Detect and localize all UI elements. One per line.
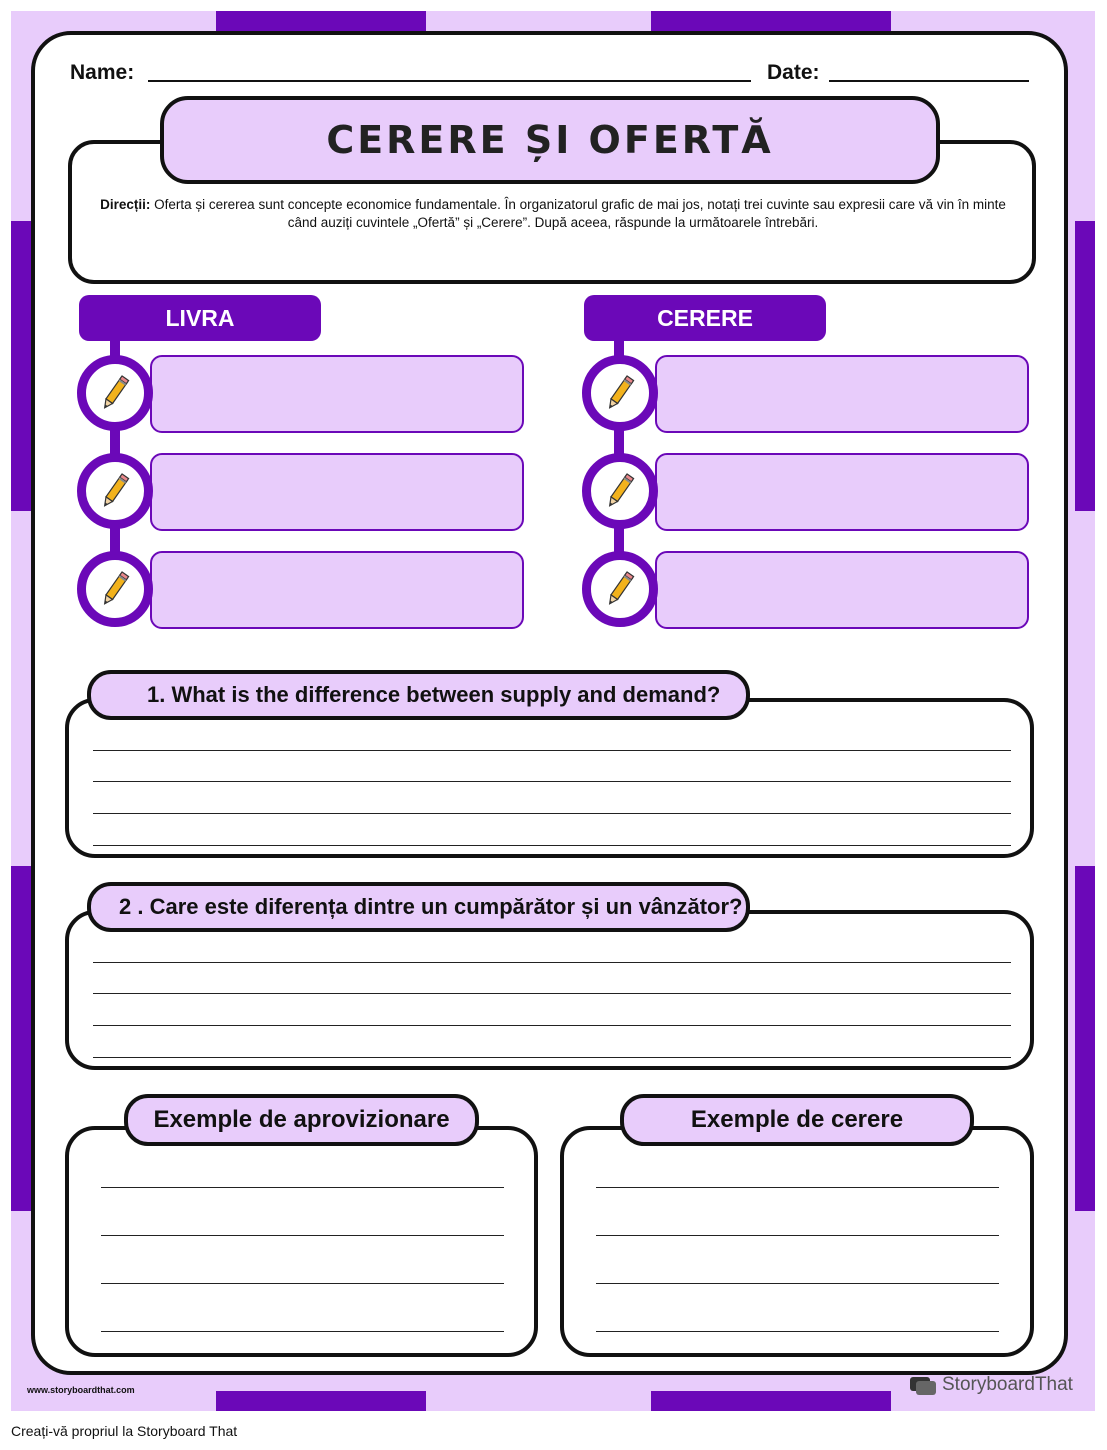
- name-label: Name:: [70, 61, 135, 84]
- pencil-icon: [95, 569, 135, 609]
- supply-column-title: LIVRA: [165, 304, 235, 331]
- title-banner: [160, 96, 940, 184]
- pencil-icon: [95, 373, 135, 413]
- question-2-text: 2 . Care este diferența dintre un cumpărător și un vânzător?: [119, 894, 743, 919]
- pencil-icon: [600, 569, 640, 609]
- demand-examples-tab: [620, 1094, 974, 1146]
- demand-examples-box[interactable]: [560, 1126, 1034, 1357]
- supply-pencil-badge-2: [77, 453, 153, 529]
- question-2-answer-box[interactable]: [65, 910, 1034, 1070]
- demand-entry-3[interactable]: [655, 551, 1029, 629]
- date-label: Date:: [767, 61, 820, 84]
- supply-examples-box[interactable]: [65, 1126, 538, 1357]
- bottom-credit[interactable]: Creați-vă propriul la Storyboard That: [11, 1423, 238, 1439]
- directions-lead: Direcții:: [100, 197, 151, 212]
- question-1-text: 1. What is the difference between supply and demand?: [147, 682, 721, 707]
- site-url[interactable]: www.storyboardthat.com: [27, 1385, 135, 1395]
- answer-line: [596, 1187, 999, 1188]
- pencil-icon: [600, 373, 640, 413]
- supply-examples-tab: [124, 1094, 479, 1146]
- date-line[interactable]: [829, 80, 1029, 82]
- directions-body: Oferta și cererea sunt concepte economice fundamentale. În organizatorul grafic de mai jos, notați trei cuvinte sau expresii care vă vin în minte când auziți cuvintele „Ofertă” și „Cerere”. După aceea, răspunde la următoarele întrebări.: [150, 197, 1006, 230]
- supply-column-header: [79, 295, 321, 341]
- answer-line: [596, 1331, 999, 1332]
- answer-line: [93, 1025, 1011, 1026]
- answer-line: [101, 1187, 504, 1188]
- pencil-icon: [95, 471, 135, 511]
- demand-entry-2[interactable]: [655, 453, 1029, 531]
- storyboard-logo-text: StoryboardThat: [942, 1374, 1073, 1395]
- supply-examples-title: Exemple de aprovizionare: [153, 1106, 450, 1133]
- supply-entry-1[interactable]: [150, 355, 524, 433]
- answer-line: [93, 993, 1011, 994]
- demand-pencil-badge-1: [582, 355, 658, 431]
- answer-line: [93, 962, 1011, 963]
- demand-examples-title: Exemple de cerere: [690, 1106, 904, 1133]
- answer-line: [101, 1235, 504, 1236]
- storyboard-logo-icon: [910, 1375, 936, 1395]
- demand-entry-1[interactable]: [655, 355, 1029, 433]
- answer-line: [93, 1057, 1011, 1058]
- demand-column-header: [584, 295, 826, 341]
- storyboard-logo[interactable]: [910, 1374, 1073, 1396]
- demand-pencil-badge-3: [582, 551, 658, 627]
- directions-text: [86, 196, 1020, 232]
- answer-line: [101, 1283, 504, 1284]
- question-2-tab: [87, 882, 750, 932]
- answer-line: [93, 845, 1011, 846]
- pencil-icon: [600, 471, 640, 511]
- supply-pencil-badge-3: [77, 551, 153, 627]
- answer-line: [101, 1331, 504, 1332]
- supply-entry-3[interactable]: [150, 551, 524, 629]
- supply-pencil-badge-1: [77, 355, 153, 431]
- question-1-tab: [87, 670, 750, 720]
- answer-line: [93, 781, 1011, 782]
- answer-line: [93, 750, 1011, 751]
- supply-entry-2[interactable]: [150, 453, 524, 531]
- answer-line: [93, 813, 1011, 814]
- page-title: CERERE ȘI OFERTĂ: [326, 118, 774, 162]
- name-line[interactable]: [148, 80, 751, 82]
- demand-column-title: CERERE: [657, 304, 753, 331]
- question-1-answer-box[interactable]: [65, 698, 1034, 858]
- answer-line: [596, 1283, 999, 1284]
- demand-pencil-badge-2: [582, 453, 658, 529]
- answer-line: [596, 1235, 999, 1236]
